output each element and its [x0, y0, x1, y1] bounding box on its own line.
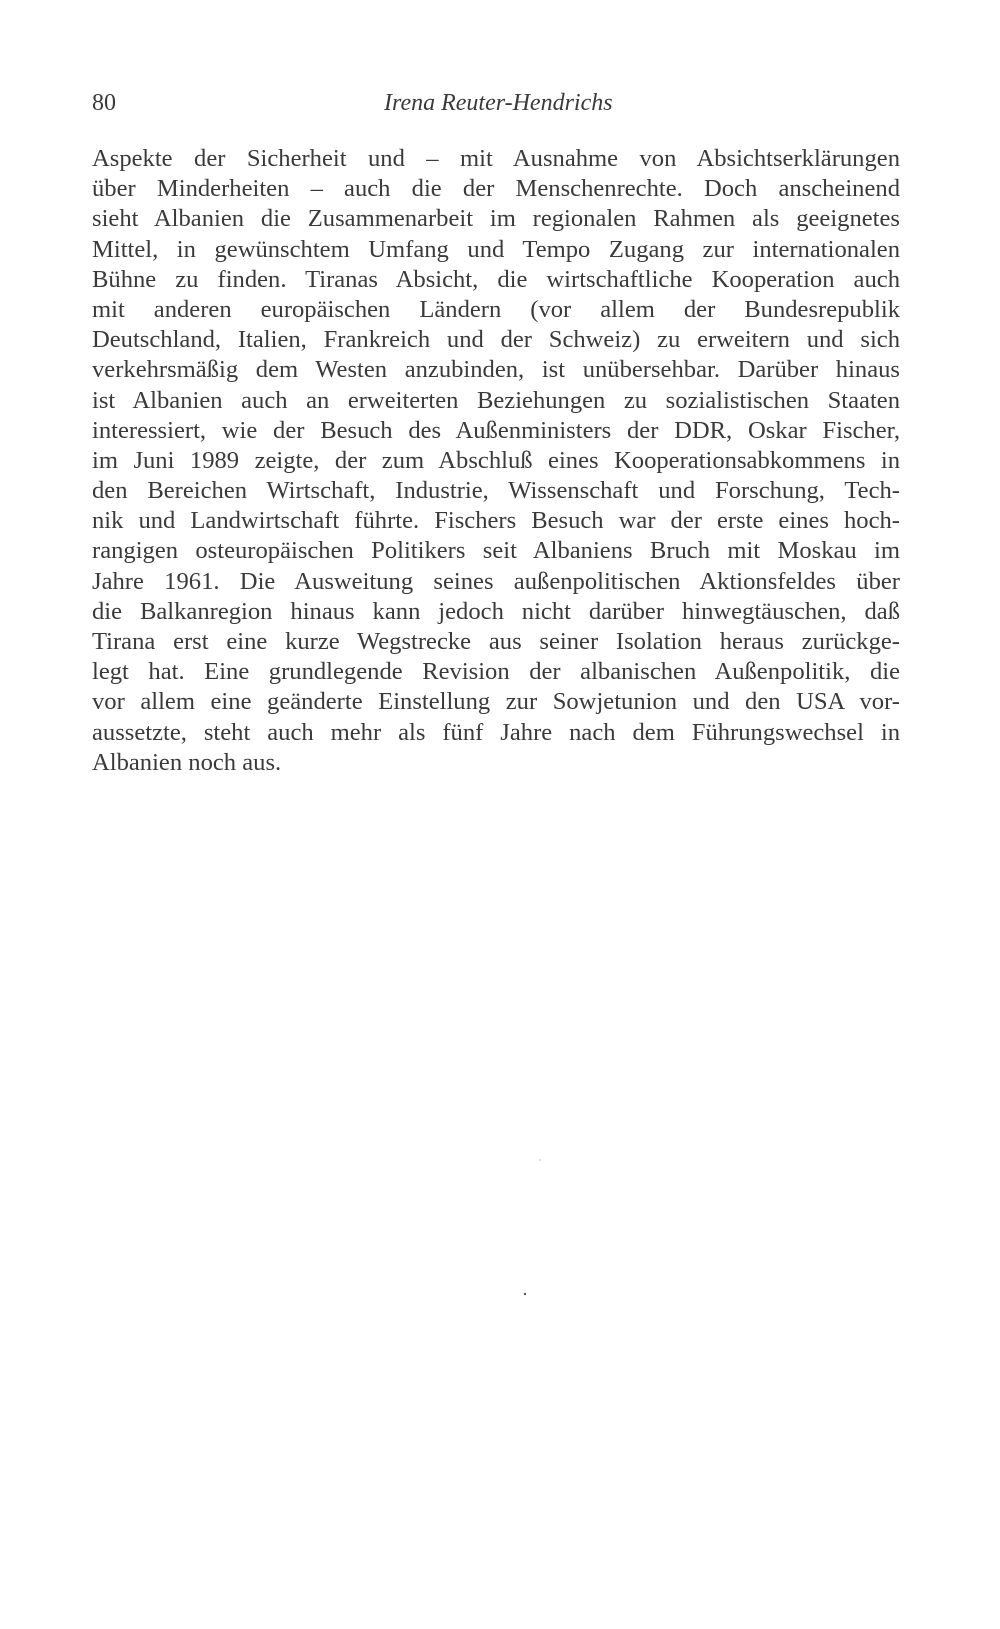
text-line: Bühne zu finden. Tiranas Absicht, die wirtschaftliche Kooperation auch: [92, 265, 900, 293]
text-line: Albanien noch aus.: [92, 748, 282, 776]
text-line: den Bereichen Wirtschaft, Industrie, Wissenschaft und Forschung, Tech-: [92, 477, 900, 505]
running-head-author: Irena Reuter-Hendrichs: [384, 90, 613, 116]
text-line: legt hat. Eine grundlegende Revision der albanischen Außenpolitik, die: [92, 658, 900, 686]
text-line: mit anderen europäischen Ländern (vor allem der Bundesrepublik: [92, 295, 900, 323]
text-line: Mittel, in gewünschtem Umfang und Tempo Zugang zur internationalen: [92, 235, 900, 263]
scan-speck: [524, 1293, 526, 1295]
text-line: ist Albanien auch an erweiterten Beziehungen zu sozialistischen Staaten: [92, 386, 900, 414]
text-line: vor allem eine geänderte Einstellung zur Sowjetunion und den USA vor-: [92, 688, 900, 716]
text-line: sieht Albanien die Zusammenarbeit im regionalen Rahmen als geeignetes: [92, 205, 900, 233]
text-line: interessiert, wie der Besuch des Außenministers der DDR, Oskar Fischer,: [92, 416, 900, 444]
text-line: über Minderheiten – auch die der Menschenrechte. Doch anscheinend: [92, 175, 900, 203]
scan-speck: [539, 1159, 541, 1161]
text-line: nik und Landwirtschaft führte. Fischers Besuch war der erste eines hoch-: [92, 507, 900, 535]
text-line: im Juni 1989 zeigte, der zum Abschluß eines Kooperationsabkommens in: [92, 446, 900, 474]
text-line: verkehrsmäßig dem Westen anzubinden, ist unübersehbar. Darüber hinaus: [92, 356, 900, 384]
page-number: 80: [92, 90, 116, 116]
text-line: Jahre 1961. Die Ausweitung seines außenpolitischen Aktionsfeldes über: [92, 567, 900, 595]
text-line: aussetzte, steht auch mehr als fünf Jahre nach dem Führungswechsel in: [92, 718, 900, 746]
text-line: rangigen osteuropäischen Politikers seit Albaniens Bruch mit Moskau im: [92, 537, 900, 565]
text-line: die Balkanregion hinaus kann jedoch nicht darüber hinwegtäuschen, daß: [92, 597, 900, 625]
text-line: Deutschland, Italien, Frankreich und der Schweiz) zu erweitern und sich: [92, 326, 900, 354]
text-line: Aspekte der Sicherheit und – mit Ausnahme von Absichtserklärungen: [92, 145, 900, 172]
text-line: Tirana erst eine kurze Wegstrecke aus seiner Isolation heraus zurückge-: [92, 628, 900, 655]
